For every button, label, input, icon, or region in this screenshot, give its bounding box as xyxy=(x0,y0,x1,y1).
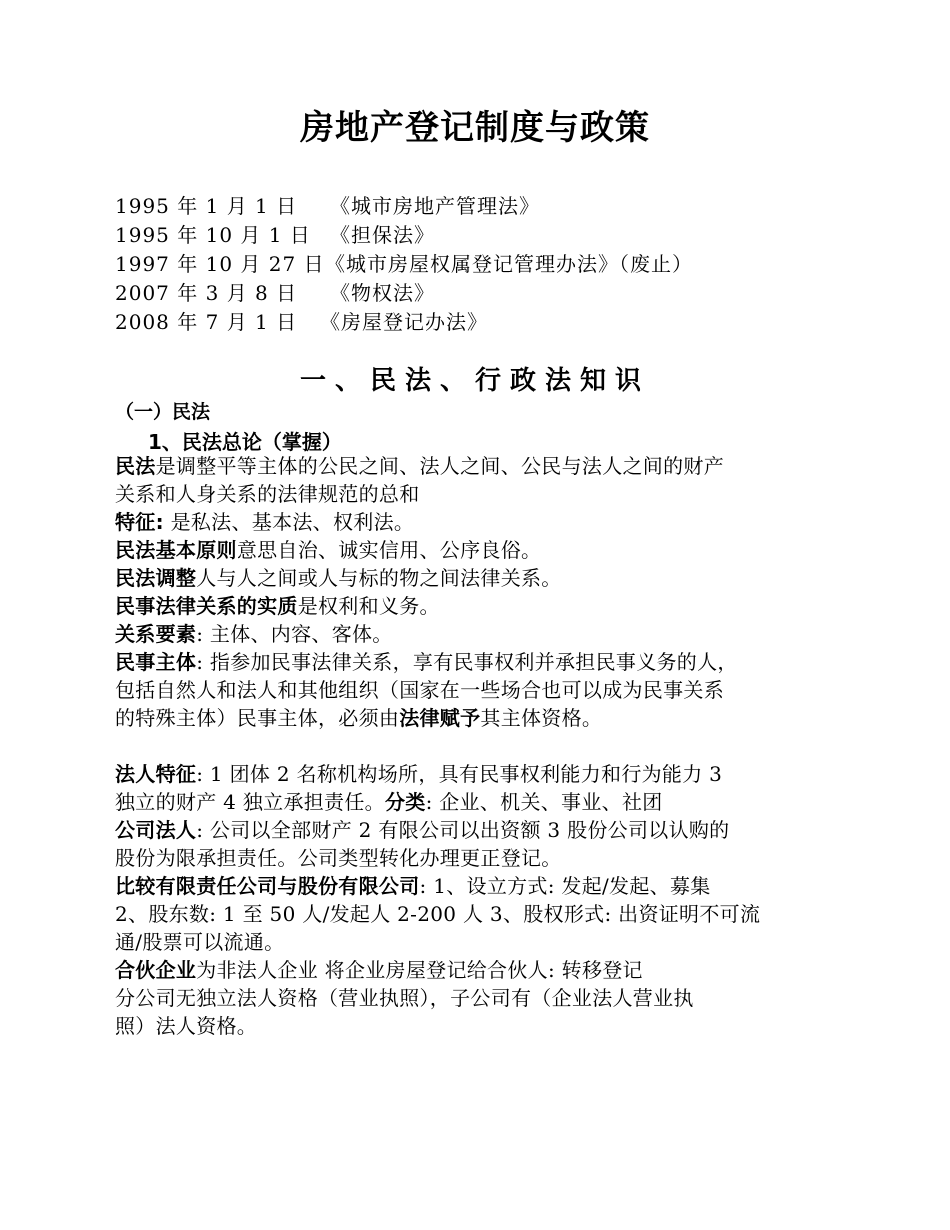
paragraph-line xyxy=(115,984,870,1012)
law-name: 《城市房屋权属登记管理办法》（废止） xyxy=(325,252,693,276)
text: 是权利和义务。 xyxy=(297,594,440,618)
law-name: 《房屋登记办法》 xyxy=(320,310,488,334)
term: 法人特征 xyxy=(115,762,197,786)
term: 法律赋予 xyxy=(399,706,481,730)
term: 民事法律关系的实质 xyxy=(115,594,298,618)
term: 合伙企业 xyxy=(115,958,197,982)
body-text xyxy=(115,452,870,1040)
law-list xyxy=(115,192,693,337)
text: 照）法人资格。 xyxy=(115,1014,258,1038)
paragraph-line xyxy=(115,480,870,508)
term: 比较有限责任公司与股份有限公司 xyxy=(115,874,420,898)
text: : 1、设立方式: 发起/发起、募集 xyxy=(419,874,711,898)
law-item xyxy=(115,308,693,337)
text: 独立的财产 4 独立承担责任。 xyxy=(115,790,385,814)
paragraph-line xyxy=(115,620,870,648)
term: 特征: xyxy=(115,510,164,534)
text: 为非法人企业 将企业房屋登记给合伙人: 转移登记 xyxy=(196,958,643,982)
text: 包括自然人和法人和其他组织（国家在一些场合也可以成为民事关系 xyxy=(115,678,724,702)
law-item xyxy=(115,192,693,221)
topic-heading: 1、民法总论（掌握） xyxy=(148,430,342,454)
paragraph-line xyxy=(115,648,870,676)
text: 股份为限承担责任。公司类型转化办理更正登记。 xyxy=(115,846,562,870)
text: : 1 团体 2 名称机构场所，具有民事权利能力和行为能力 3 xyxy=(196,762,723,786)
law-item xyxy=(115,279,693,308)
text: : 企业、机关、事业、社团 xyxy=(425,790,663,814)
law-name: 《物权法》 xyxy=(330,281,435,305)
law-date: 1995 年 1 月 1 日 xyxy=(115,194,298,218)
paragraph-line xyxy=(115,788,870,816)
text: 分公司无独立法人资格（营业执照），子公司有（企业法人营业执 xyxy=(115,986,694,1010)
law-name: 《城市房地产管理法》 xyxy=(330,194,540,218)
term: 民法 xyxy=(115,454,156,478)
text: 通/股票可以流通。 xyxy=(115,930,285,954)
paragraph-line xyxy=(115,956,870,984)
term: 民法基本原则 xyxy=(115,538,237,562)
term: 民法调整 xyxy=(115,566,197,590)
paragraph-line xyxy=(115,452,870,480)
paragraph-line xyxy=(115,816,870,844)
paragraph-line xyxy=(115,872,870,900)
text: 人与人之间或人与标的物之间法律关系。 xyxy=(196,566,562,590)
paragraph-line xyxy=(115,900,870,928)
text: : 主体、内容、客体。 xyxy=(196,622,393,646)
law-date: 1997 年 10 月 27 日 xyxy=(115,252,325,276)
paragraph-line xyxy=(115,564,870,592)
text: : 指参加民事法律关系，享有民事权利并承担民事义务的人， xyxy=(196,650,738,674)
subsection-heading: （一）民法 xyxy=(115,401,211,423)
paragraph-line xyxy=(115,928,870,956)
term: 关系要素 xyxy=(115,622,197,646)
section-heading: 一、民法、行政法知识 xyxy=(299,366,650,396)
paragraph-line xyxy=(115,592,870,620)
term: 分类 xyxy=(384,790,426,814)
text: 是调整平等主体的公民之间、法人之间、公民与法人之间的财产 xyxy=(155,454,725,478)
text: 的特殊主体）民事主体，必须由 xyxy=(115,706,400,730)
text: : 公司以全部财产 2 有限公司以出资额 3 股份公司以认购的 xyxy=(196,818,730,842)
law-item xyxy=(115,250,693,279)
paragraph-line xyxy=(115,508,870,536)
document-title: 房地产登记制度与政策 xyxy=(300,108,650,148)
law-date: 2008 年 7 月 1 日 xyxy=(115,310,298,334)
text: 其主体资格。 xyxy=(480,706,603,730)
paragraph-line xyxy=(115,1012,870,1040)
paragraph-line xyxy=(115,760,870,788)
text: 意思自治、诚实信用、公序良俗。 xyxy=(236,538,542,562)
paragraph-line xyxy=(115,676,870,704)
paragraph-line xyxy=(115,704,870,732)
law-date: 2007 年 3 月 8 日 xyxy=(115,281,298,305)
law-name: 《担保法》 xyxy=(330,223,435,247)
paragraph-line xyxy=(115,536,870,564)
term: 民事主体 xyxy=(115,650,197,674)
law-date: 1995 年 10 月 1 日 xyxy=(115,223,311,247)
text: 2、股东数: 1 至 50 人/发起人 2-200 人 3、股权形式: 出资证明不可流 xyxy=(115,902,761,926)
text: 关系和人身关系的法律规范的总和 xyxy=(115,482,420,506)
term: 公司法人 xyxy=(115,818,197,842)
spacer xyxy=(115,732,870,760)
text: 是私法、基本法、权利法。 xyxy=(163,510,415,534)
paragraph-line xyxy=(115,844,870,872)
law-item xyxy=(115,221,693,250)
